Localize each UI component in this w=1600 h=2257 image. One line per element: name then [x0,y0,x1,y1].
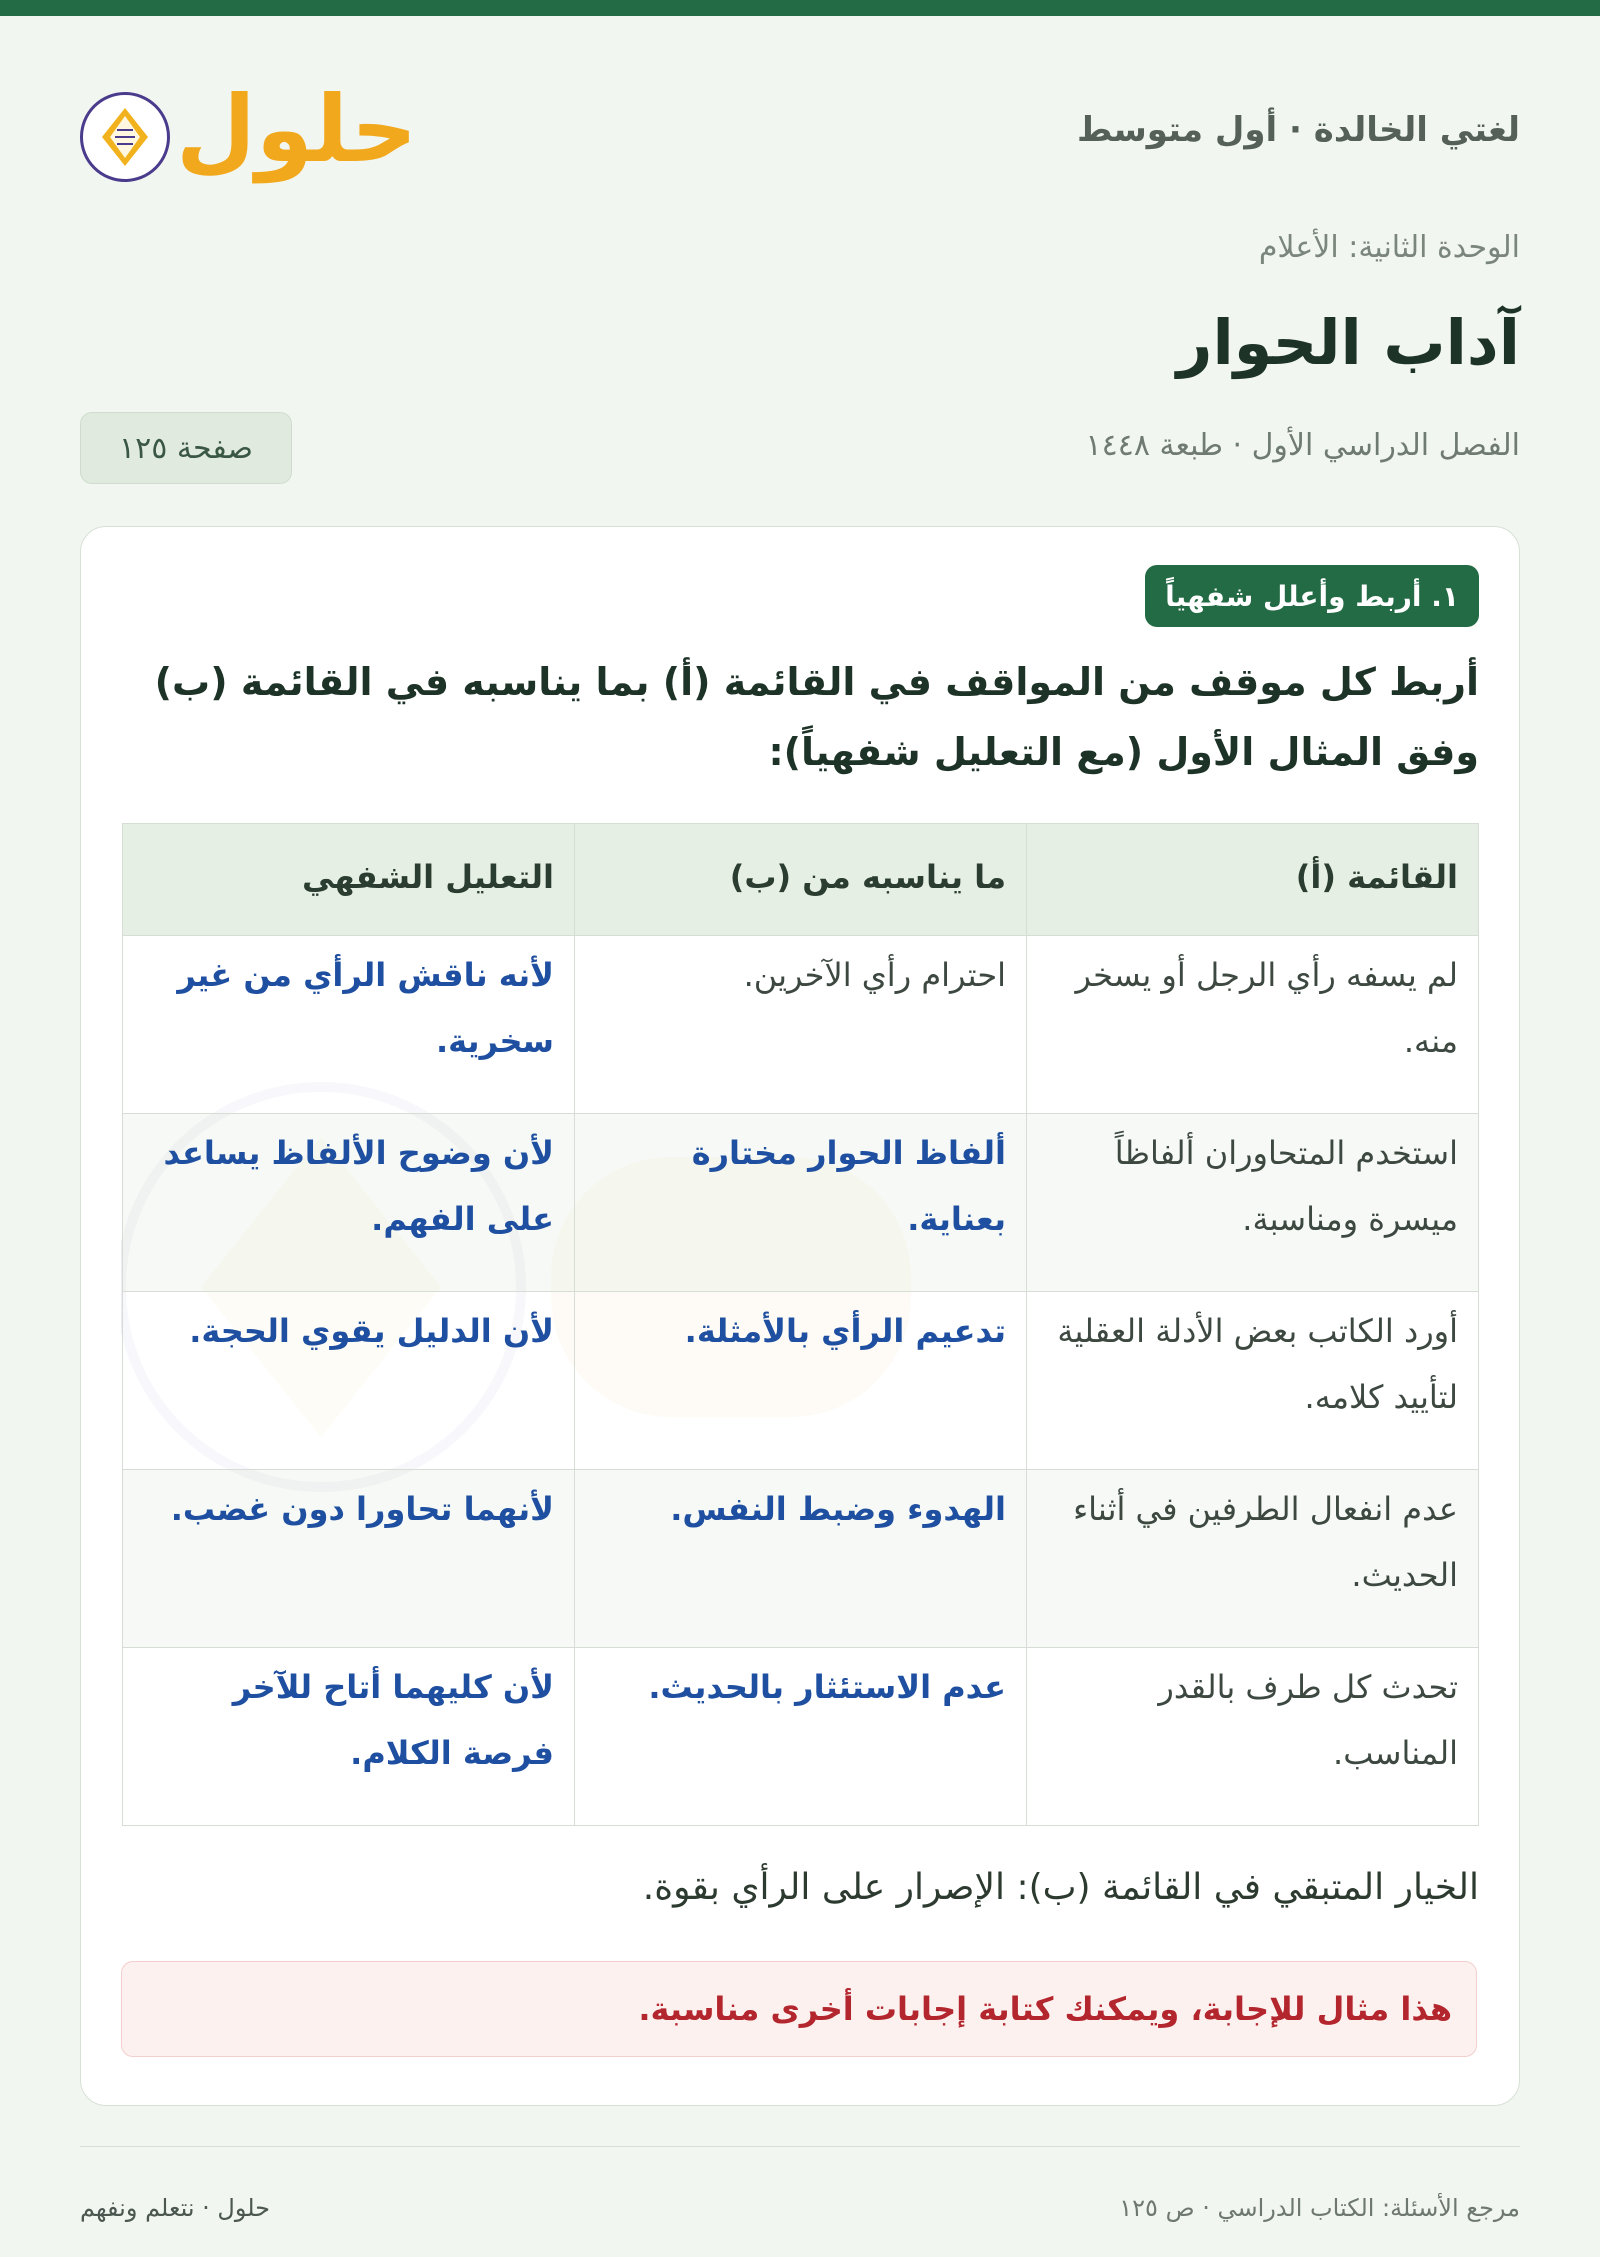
reason-cell: لأنهما تحاورا دون غضب. [123,1470,575,1648]
table-row [123,1292,1479,1470]
table-row [123,936,1479,1114]
question-number-chip: ١. أربط وأعلل شفهياً [1145,565,1479,627]
column-header-list-a: القائمة (أ) [1027,824,1479,936]
reason-cell: لأنه ناقش الرأي من غير سخرية. [123,936,575,1114]
header [80,66,1520,186]
logo[interactable] [80,76,418,194]
footer-brand: حلول · نتعلم ونفهم [80,2194,270,2222]
question-text: أربط كل موقف من المواقف في القائمة (أ) بما يناسبه في القائمة (ب) وفق المثال الأول (مع التعليل شفهياً): [154,660,1479,774]
term-label: الفصل الدراسي الأول · طبعة ١٤٤٨ [1085,428,1520,463]
situation-cell: أورد الكاتب بعض الأدلة العقلية لتأييد كلامه. [1027,1292,1479,1470]
page-title: آداب الحوار [1176,306,1520,379]
answer-note-text: هذا مثال للإجابة، ويمكنك كتابة إجابات أخرى مناسبة. [638,1990,1452,2028]
remaining-option-text: الخيار المتبقي في القائمة (ب): الإصرار على الرأي بقوة. [642,1867,1479,1908]
page-number-badge: صفحة ١٢٥ [80,412,292,484]
table-row [123,1648,1479,1826]
footer-divider [80,2146,1520,2147]
reason-cell: لأن كليهما أتاح للآخر فرصة الكلام. [123,1648,575,1826]
footer-reference: مرجع الأسئلة: الكتاب الدراسي · ص ١٢٥ [1119,2194,1520,2222]
match-cell: الهدوء وضبط النفس. [575,1470,1027,1648]
match-cell: ألفاظ الحوار مختارة بعناية. [575,1114,1027,1292]
logo-wordmark: حلول [176,76,418,183]
reason-cell: لأن الدليل يقوي الحجة. [123,1292,575,1470]
question-card [80,526,1520,2106]
matching-table [122,823,1479,1826]
table-row [123,1470,1479,1648]
unit-label: الوحدة الثانية: الأعلام [1258,230,1520,265]
top-accent-bar [0,0,1600,16]
page [0,16,1600,2257]
table-header-row [123,824,1479,936]
situation-cell: تحدث كل طرف بالقدر المناسب. [1027,1648,1479,1826]
column-header-reason: التعليل الشفهي [123,824,575,936]
logo-pencil-icon [80,92,170,182]
table-row [123,1114,1479,1292]
column-header-match: ما يناسبه من (ب) [575,824,1027,936]
match-cell: عدم الاستئثار بالحديث. [575,1648,1027,1826]
situation-cell: لم يسفه رأي الرجل أو يسخر منه. [1027,936,1479,1114]
reason-cell: لأن وضوح الألفاظ يساعد على الفهم. [123,1114,575,1292]
situation-cell: عدم انفعال الطرفين في أثناء الحديث. [1027,1470,1479,1648]
answer-note-banner [121,1961,1477,2057]
situation-cell: استخدم المتحاوران ألفاظاً ميسرة ومناسبة. [1027,1114,1479,1292]
book-title: لغتي الخالدة · أول متوسط [1076,110,1520,150]
match-cell: احترام رأي الآخرين. [575,936,1027,1114]
match-cell: تدعيم الرأي بالأمثلة. [575,1292,1027,1470]
